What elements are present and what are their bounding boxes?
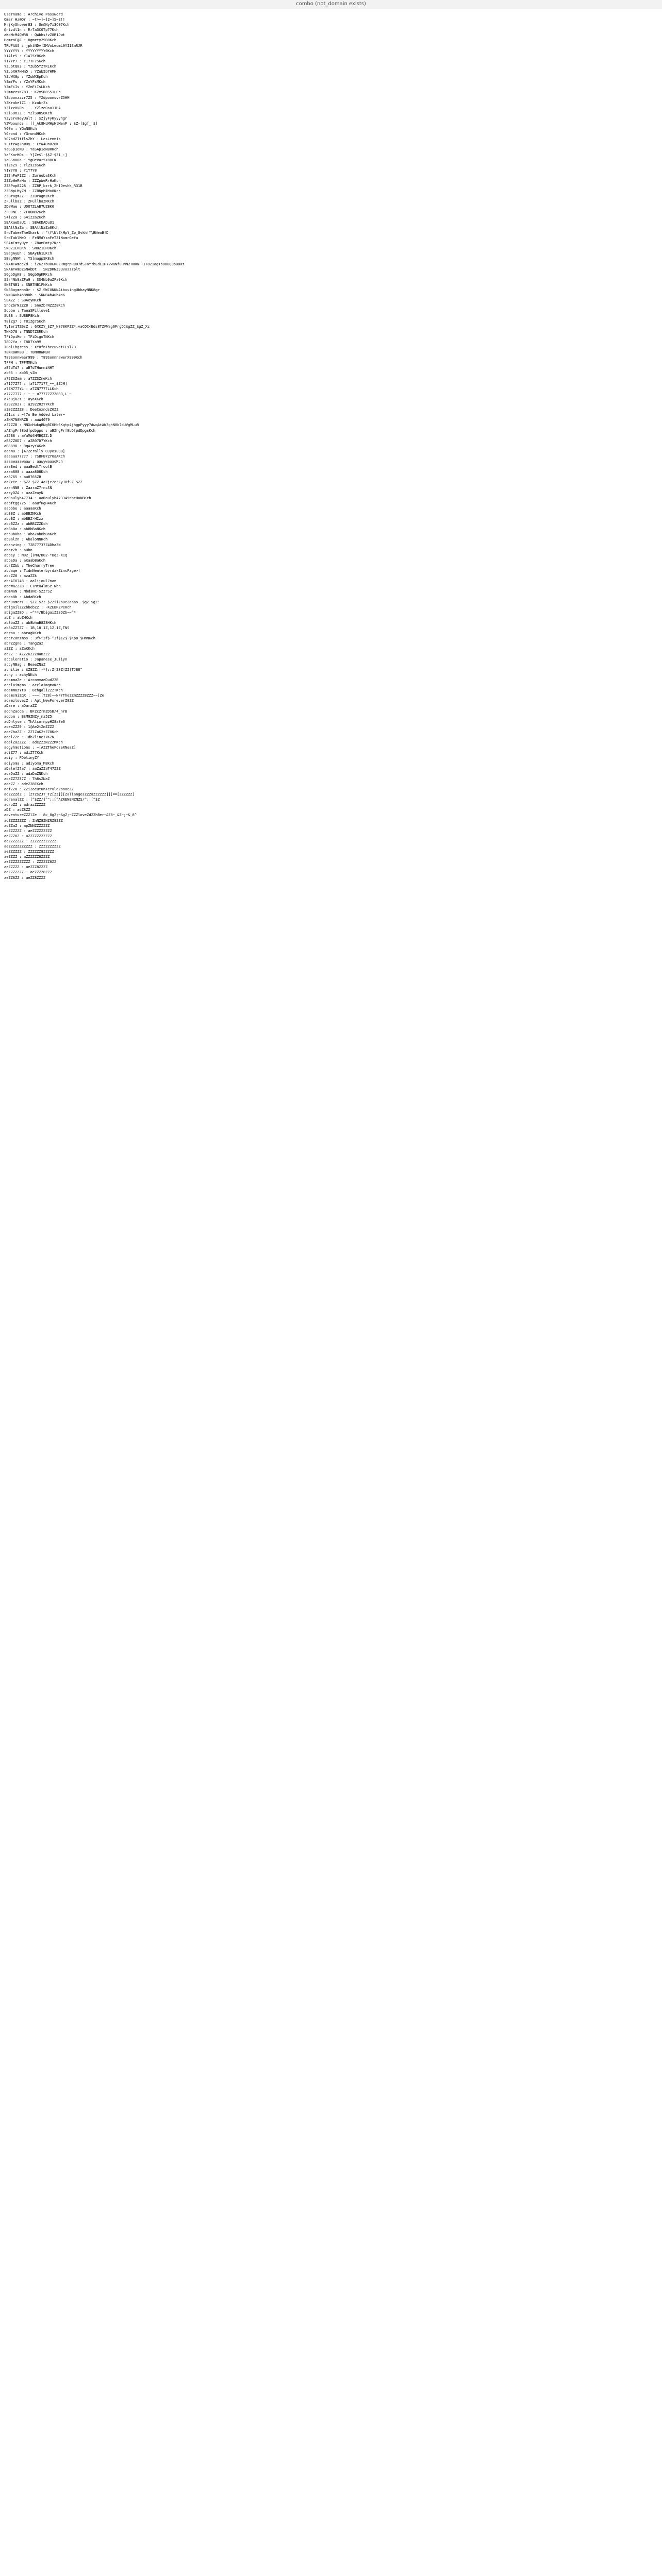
text-line: abbBZ : abBBZ-HIzz (4, 517, 43, 521)
text-line: SnoZbrNZZZ8 : SnoZbrNZZZ8Kch (4, 303, 65, 308)
text-line: aDZ : adZ8ZZ (4, 808, 30, 812)
text-line: addom : B$M9ZNZy_mz5Z5 (4, 714, 52, 719)
text-line: aDare : aDaraZZ (4, 704, 37, 708)
text-line: adamzlovezZ : Agt_NewForeverZ8ZZ (4, 699, 74, 703)
text-line: aabftgg725 : aaBfHgH4Kch (4, 501, 57, 505)
text-line: a72ZSZmm : a7ZZSZmeKch (4, 376, 52, 381)
text-line: ab05 : ab05_vZm (4, 371, 37, 376)
text-content-area[interactable] (0, 9, 662, 2576)
text-line: YG7bdZTtflsZhY : LesLennis (4, 137, 61, 142)
text-line: Y1Y7Y8 : Y1Y7Y8 (4, 168, 37, 173)
text-line: HgmroF@Z : HgmrtyZ9R8Kch (4, 38, 57, 43)
text-line: TFFM : TFFMMKch (4, 361, 37, 365)
text-line: SNAmTAmDZSNAbDt : SNZDRNZ9Uvoszzplt (4, 267, 80, 272)
text-line: addnZacca : BFZcZrmZDSB/4_nrB (4, 709, 68, 714)
text-line: aR8898 : RqAryY4Kch (4, 444, 46, 448)
text-line: aaRoulyb47734 : aaRoulyb473349nbcHuNBKch (4, 496, 91, 500)
text-line: abcAT8748 : aalijoulZnan (4, 579, 57, 584)
text-line: acceleratio : Japanese_Juliyn (4, 657, 68, 662)
text-line: SBAttNaZa : SBAttNaZa8Kch (4, 225, 59, 230)
text-line: aeZZZ8Z : aZZZZZZZZZZZ (4, 834, 52, 838)
text-line: adiyoma : adiyoma_M8Kch (4, 761, 54, 766)
text-line: TyIer1TZ0sZ : 6XKZY_$Z7_N878KPZZ*.vaCOC<Eds8TZFWag6FrgDJ$gZZ_$gZ_Xz (4, 324, 150, 329)
text-line: Y2Wpounds : [[_Ak8HcMHpHtMenF : $Z-[$gf_ $] (4, 121, 98, 126)
text-line: achy : achyNKch (4, 672, 37, 677)
text-line: SBAmEmtyUye : Z8amEmtyZKch (4, 241, 61, 246)
text-line: ZFullbaZ : ZFullbaZRKch (4, 199, 54, 204)
text-line: abdWaZZZ8 : C7MtH4lmSz_Nbn (4, 584, 61, 589)
text-line: YLztzAgZnWDy : LtW4UnDZ8K (4, 142, 59, 147)
text-line: abcrZanzmos : 3f>^3f$-^3f$12$-$Kp8_$HmNKch (4, 636, 96, 641)
text-line: YaGSp1eNB : YaSAp1eNBRKch (4, 147, 59, 152)
text-line: abBBZ : abBBZNKch (4, 512, 41, 516)
text-line: YZdponzzzr7Z5 : YZdpoonsvrZ5HM (4, 95, 70, 100)
text-line: aeZZZZ : aZZZZZZ8ZZZZ (4, 855, 50, 859)
text-line: aeZZZZZZ : ZZZZZZ8ZZZZZ (4, 850, 54, 854)
text-line: adelZZe : 1db2line77KZN (4, 735, 54, 740)
text-line: aB7dTd7 : aB7dTHumniNHT (4, 366, 54, 370)
text-line: abBbBa : abBbBaNKch (4, 527, 46, 532)
text-line: Y17Yr7 : Y177F7SKch (4, 59, 46, 63)
text-line: ZZZpWeRrHa : ZZZpWeRrHaKch (4, 179, 61, 183)
text-line: acclaimgma : acclaimgmaKch (4, 683, 61, 688)
text-line: a7ZN777YL : a7ZN7777LLKch (4, 386, 59, 391)
text-line: achilie : $Z8ZZ:[-*]::Z[Z8Z]ZZ]TJ88^ (4, 667, 82, 672)
text-line: SUBB : SUBBP8Kch (4, 314, 39, 318)
text-line: adamsmiZqX : ~~~[[TZ8]~~NFrTheZZmZZZZ8ZZZ~~[Ze (4, 693, 104, 698)
text-line: SBagNNWh : YSlmagpSK8ch (4, 257, 54, 261)
text-line: YZubtQ83 : YZub5YZTRLKch (4, 64, 57, 69)
text-line: @ntvdl1n : Rr7a3C0Tp77Kch (4, 28, 59, 32)
text-line: adgyhmotions : ~[AZZTheFozeRNeaZ] (4, 745, 76, 750)
window-title-bar (0, 0, 662, 9)
text-line: TRUFAUS : jpktNDv!ZMVoLeomL9YI1SmRJR (4, 43, 82, 48)
text-line: SBagAyEh : SBAyEh1LKch (4, 251, 52, 256)
text-line: abigailZZZbbebZZ : -KZEBRZPeKch (4, 605, 72, 609)
text-line: YaGSnH8a : YgOeVar5Y8HCK (4, 158, 57, 162)
text-line: abbey : N02_[(MH/B02-*BqZ-X1q (4, 553, 68, 557)
text-line: SrdTabeeTheShark : "\Y\N\Z\MpY_Zp_Ovkh!"\BNeuB!D (4, 230, 109, 235)
text-line: Omar Hz@Qr : ~t>~]~]2~]S~E!! (4, 18, 65, 22)
text-line: YYYYYYY : YYYYYYYYY0Kch (4, 48, 54, 53)
text-line: abbBZZz : abBBZZZKch (4, 522, 48, 527)
text-line: YGrond : YGrondHKch (4, 132, 46, 137)
text-line: T8iZg7 : T8iZg7SKch (4, 319, 46, 324)
text-line: aaaawaaawaaw : aawywaaaoKch (4, 460, 63, 464)
text-line: abmNaN : NbdsNc-SZZrSZ (4, 589, 52, 594)
text-line: adaZZ7Z37Z : Th8sZNaZ (4, 776, 50, 781)
text-line: adDnlyve : ThAlcornppHZ8a8e6 (4, 719, 65, 724)
text-line: aeZZZZZZZ : ZZZZZZZZZZZZ (4, 839, 57, 843)
text-line: abrZZbb : TheCharryTree (4, 563, 54, 568)
text-line: abZ : abZHKch (4, 615, 32, 620)
text-line: T8NR8WR8B : T8NR8WRBR (4, 350, 50, 355)
text-line: YaFKorMOs : Y[Ze$l-$$Z-$Z1_:] (4, 152, 68, 157)
text-line: ab8bZZ7Z7 : 1B,18,1Z,1Z,1Z,TNS (4, 626, 70, 631)
text-line: YZysrvmeyUalt : $ZjyFyKyyyhgr (4, 116, 68, 121)
text-line: aeZZ8ZZ : aeZZ8ZZZZ (4, 875, 46, 880)
text-line: S4iZZa : S4iZZa2Kch (4, 215, 46, 219)
text-line: Sobbe : TaeaSPillove1 (4, 309, 50, 313)
text-line: abda8b : AbdaRKch (4, 595, 41, 599)
text-line: adamm8zYt8 : 8chgaliZZZ!Kch (4, 688, 63, 693)
text-line: abanzing : 7Z877737Z4DhaZN (4, 543, 61, 547)
text-line: abrZZgne : TangZaz (4, 641, 43, 646)
text-line: YZlSDn3Z : YZlSDnSOKch (4, 111, 52, 115)
text-line: SNNB4ub4n8NDb : SNNB4b4ub4n6 (4, 293, 65, 298)
text-line: T8D7Ya : T8D7Ya9M (4, 340, 41, 344)
text-line: adelZaZZZZ : adeZZZNZZZMKch (4, 740, 63, 745)
text-line: YiZsZs : YlZsZsSKch (4, 163, 46, 167)
text-line: adrenalZZ : [^$ZZ/]^"::[^AZRENENZNZS/^::[^$Z (4, 798, 100, 802)
text-line: abcZZ8 : azaZZk (4, 574, 37, 579)
text-line: ZFUONE : ZFUON82Kch (4, 210, 46, 214)
text-line: aZ02ZZZZ8 : DeeCoxndsZ0ZZ (4, 408, 59, 412)
text-line: aeZZZZZZZ : aeZZZZ8ZZZ (4, 870, 52, 875)
window-title: combo (not_domain exists) (296, 1, 366, 7)
text-line: a2922027 : a292202Y7Kch (4, 402, 54, 407)
text-line: abbBbBba : abaZabBbBaKch (4, 532, 57, 537)
text-line: acommaZe : ArcommaeDudZZB (4, 678, 59, 682)
text-line: YZlzzHVDh ... YZlzeOsa11HA (4, 106, 61, 110)
text-line: SBAKaeDaU1 : SBAKDADuU1 (4, 220, 54, 225)
text-line: aaZzYe : $ZZ.$ZZ_4aZjeZeZZyJOfSZ_$ZZ (4, 480, 82, 485)
text-line: ZDeWae : UDOTZLAB7UZBK0 (4, 205, 54, 209)
text-line: adfZZ8 : ZZiZoeDt0nTeruleZoooeZZ (4, 787, 74, 791)
text-line: TFiDpiMo : TFiDigoTNKch (4, 334, 54, 339)
text-line: YZuWX8p : YZuWX8pKch (4, 75, 48, 79)
text-line: T89Sonnwaer999 : T89SonnnawerX999Kch (4, 355, 82, 360)
text-line: ab8baZZ : ab8bhuB8Z8HKch (4, 620, 57, 625)
text-line: abhDamerT : $ZZ.$ZZ_$ZZiiZoDeZaaas.-$gZ.$gZ: (4, 600, 100, 604)
text-line: TBolLbgress : XYOfnThecuvetTLslZ3 (4, 345, 76, 349)
text-line: adroZZ : adrazZZZZZ (4, 803, 46, 807)
text-line: aaaBed : aaaBedtTroolB (4, 465, 52, 469)
text-line: adeZZ : adeZZ8EKch (4, 782, 43, 786)
text-line: SBAZZ : SBAeyNKch (4, 298, 41, 303)
text-line: aZNN7N8NRZB : aaW4079 (4, 418, 50, 422)
text-line: aZ5B8 : aYaMd4HMBQZZ.D (4, 433, 52, 438)
text-line: YZKrakelZ1 : KzakrZs (4, 100, 48, 105)
text-line: ZZBragmZZ : ZZBragmZKch (4, 194, 54, 199)
text-line: aZ7ZZB : NNXcHukqBNgBI0Hb6Kqtp4jhgpPyyy7dwqAtAW3ghN0b7dUVgMLuR (4, 423, 139, 428)
text-line: a7177Z77 : [a7177177_~~_$ZJM] (4, 381, 68, 386)
text-line: Y1Alr5 : Y1Al5YBKch (4, 54, 46, 58)
text-line: SNOZ1LROKh : SNOZ1LROKch (4, 246, 57, 251)
text-line: ZZBNpLMyZM : ZZBNpMIMo8Kch (4, 189, 61, 194)
text-line: adiy : FDbtinyZY (4, 756, 39, 760)
text-line: abbeDa : aKaabBaKch (4, 558, 46, 563)
text-line: YG0a : YGaN8Kch (4, 127, 37, 131)
text-line: SNAmTAmeeZd : iZKZ7bO8GR8ZRWgrpRuD7dSJaY7bEdL1HY2waNf0HNN2TNWaTT1T8Z1agTbDDBQQpBDXt (4, 262, 185, 266)
text-line: ZZlnFeF1Z2 : ZurnobaSKch (4, 173, 57, 178)
text-line: Username : Archive Password (4, 12, 63, 16)
text-line: ZZ8Pop8228 : ZZ8P_bzrk_ZhIDeshk_R31B (4, 184, 82, 189)
text-line: abraa : abragkKch (4, 631, 41, 636)
text-line: adZZZZdZ : [ZTZ$ZJT_TZ[ZZ]][ZaliangesZZZaZZZZZZ]]]==[ZZZZZZ] (4, 792, 135, 797)
text-line: a7aBj8Zz : ayaXKch (4, 397, 43, 401)
text-line: aabbbe : aaaaaKch (4, 506, 41, 511)
text-line: YZmFiIs : YZmFiIsLKch (4, 85, 50, 90)
text-line: adaDaZZ : adaDaZNKch (4, 771, 48, 776)
text-line: TNND78 : TNND7ZSRKch (4, 329, 48, 334)
text-line: aZZZ : aZaKKch (4, 647, 35, 651)
text-line: abBalzn : AbaloNNKch (4, 537, 48, 542)
text-line: adiZ77 : adiZ77Kch (4, 751, 43, 755)
text-line: SGgbDgK8 : SGgbOgKRKch (4, 272, 52, 277)
text-line: adventureZZZlZe : 8>_8gZ;~&gZ;~ZZZloveZdZZhBer~&Z8~_&Z~;~&_8^ (4, 813, 137, 818)
text-line: aaaN8 : [A7Zerally OJyosEQB] (4, 449, 65, 453)
text-line: SrdTablMeD : FrNMdYsnFeTZ1NamrGefa (4, 236, 78, 241)
text-line: abarZh : aHhn (4, 548, 32, 552)
text-line: abZZ : AZZZKZ2Z8aBZZZ (4, 652, 50, 656)
text-line: aeZZZZZ : aeZZZ8ZZZZ (4, 865, 48, 870)
text-line: adZZZZZZ : aeZZZZZZZZZ (4, 828, 52, 833)
text-line: a7777777 : ~_~_u77777Z7Z8R3,L_~ (4, 392, 72, 396)
text-line: aaryDZA : azaZeayN (4, 490, 43, 495)
text-line: abcaqe : TidnNenterbyrdakZinsPage>! (4, 569, 80, 573)
text-line: aB87Z8D7 : aZ807D7YKch (4, 438, 52, 443)
text-line: YZmYFs : YZmYFsMKch (4, 80, 46, 84)
text-line: adZZZZZZZZ : ZnNZ8ZNZNZ8ZZZ (4, 818, 63, 823)
text-line: accyNBag : BeaeZNaZ (4, 662, 46, 667)
text-line: SNBBaymennOr : $Z.SWCUNKNAibuvingUbbayNNK8gr (4, 287, 100, 292)
text-line: aAZhgFrf8bdfpdbgps : aBZhgFrf8bDfpdDpgsKch (4, 428, 96, 433)
text-line: aaaaaa77777 : 7SBFB7ZY0aAKch (4, 454, 65, 459)
text-line: adZZaZ : apZNNZZZZZZZ (4, 823, 50, 828)
text-line: aDalefZ7a7 : aaZaZZaT47ZZZ (4, 766, 61, 771)
text-line: aeZZZZZZZZZZZ : ZZZZZZZZZZ (4, 844, 61, 849)
text-line: a21cs : ~!7o Be Added Later~ (4, 413, 65, 417)
text-line: aKoMcM4QWR8 : QWbhs!vZ8R1Jwt (4, 33, 65, 38)
text-line: SSr4Nb9aZFa9 : SS4Nb9aZFa9Kch (4, 277, 68, 282)
text-line: YZubXH7HHm5 : YZub5b7HMH (4, 70, 57, 74)
text-line: adeZhaZZ : ZZlZaKZtZZ8Kch (4, 730, 59, 734)
text-line: abigaZZ8D : ~^**/BbigaiZZ8DZb~~^* (4, 610, 76, 615)
text-line: aarnNNB : ZaaraZ7rncSN (4, 485, 52, 490)
text-line: adeaZZZ9 : 1@Ae2tZmZZZZ (4, 724, 54, 729)
text-line: aeZZZZZZZZZZ : ZZZZZZ8ZZ (4, 860, 57, 865)
text-line: MrjKyShower83 : Qn@Ny7i3C07Kch (4, 23, 70, 27)
text-line: SNBTNB1 : SNBTNB1FhKch (4, 282, 52, 287)
text-line: aa8765 : aa8765ZB (4, 475, 41, 480)
text-line: YZmmzzsKZ83 : KZmSR8S51L0h (4, 90, 61, 95)
text-line: aaaa808 : aaaa808Kch (4, 470, 48, 474)
